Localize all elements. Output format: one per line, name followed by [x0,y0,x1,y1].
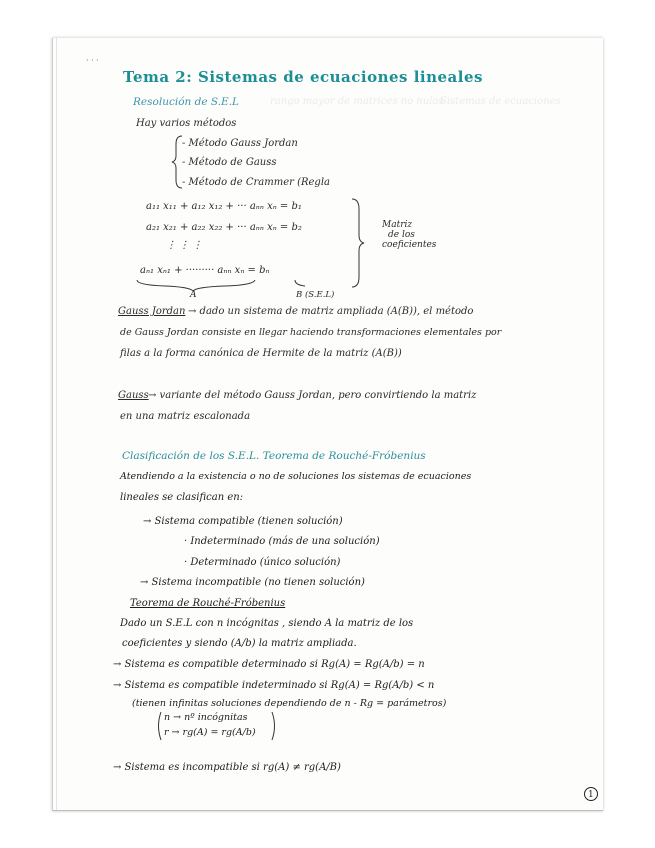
method-item: - Método de Crammer (Regla [182,177,330,188]
method-item: - Método de Gauss [182,157,277,168]
gauss-jordan-text: filas a la forma canónica de Hermite de la matriz (A(B)) [120,348,402,359]
determinado-item: · Determinado (único solución) [184,557,341,568]
page-number: 1 [588,790,594,800]
theorem-case-1: → Sistema es compatible determinado si Rg(A) = Rg(A/b) = n [113,659,425,670]
incompatible-item: → Sistema incompatible (no tienen solución) [140,577,365,588]
gauss-text: → variante del método Gauss Jordan, pero convirtiendo la matriz [148,390,477,401]
compatible-item: → Sistema compatible (tienen solución) [143,516,343,527]
indeterminado-item: · Indeterminado (más de una solución) [184,536,380,547]
classification-text: lineales se clasifican en: [120,492,244,503]
theorem-bracket-line: n → nº incógnitas [164,712,248,723]
theorem-bracket-line: r → rg(A) = rg(A/b) [164,727,256,738]
intro-text: Hay varios métodos [136,118,237,129]
margin-line [56,38,57,810]
method-item: - Método Gauss Jordan [182,138,298,149]
theorem-case-2-note: (tienen infinitas soluciones dependiendo de n - Rg = parámetros) [132,698,447,709]
theorem-text: coeficientes y siendo (A/b) la matriz ampliada. [122,638,357,649]
gauss-term: Gauss [118,390,149,401]
gauss-jordan-text: → dado un sistema de matriz ampliada (A(B)), el método [188,306,474,317]
matrix-row-n: aₙ₁ xₙ₁ + ········· aₙₙ xₙ = bₙ [140,265,270,276]
label-a: A [190,290,197,300]
gauss-jordan-term: Gauss Jordan [118,306,186,317]
matrix-dots: ⋮ ⋮ ⋮ [166,240,203,251]
matrix-row-1: a₁₁ x₁₁ + a₁₂ x₁₂ + ··· aₙₙ xₙ = b₁ [146,201,302,212]
side-label: coeficientes [382,240,437,250]
theorem-text: Dado un S.E.L con n incógnitas , siendo A la matriz de los [120,618,414,629]
matrix-side-brace [350,197,366,289]
bleed-text-1: rango mayor de matrices no nulos [270,96,444,107]
notebook-page [52,38,603,811]
label-b: B (S.E.L) [296,290,335,300]
bleed-text-2: Sistemas de ecuaciones [440,96,561,107]
page-title: Tema 2: Sistemas de ecuaciones lineales [123,68,483,86]
theorem-heading: Teorema de Rouché-Fróbenius [130,598,286,609]
classification-text: Atendiendo a la existencia o no de soluciones los sistemas de ecuaciones [120,471,472,482]
top-mark: · · · [86,56,99,65]
subtitle: Resolución de S.E.L [133,96,240,108]
matrix-row-2: a₂₁ x₂₁ + a₂₂ x₂₂ + ··· aₙₙ xₙ = b₂ [146,222,302,233]
theorem-case-3: → Sistema es incompatible si rg(A) ≠ rg(A/B) [113,762,341,773]
gauss-text: en una matriz escalonada [120,411,251,422]
side-label: Matriz [382,220,413,230]
theorem-case-2: → Sistema es compatible indeterminado si Rg(A) = Rg(A/b) < n [113,680,435,691]
classification-heading: Clasificación de los S.E.L. Teorema de Rouché-Fróbenius [122,450,426,462]
gauss-jordan-text: de Gauss Jordan consiste en llegar haciendo transformaciones elementales por [120,327,502,338]
side-label: de los [388,230,415,240]
